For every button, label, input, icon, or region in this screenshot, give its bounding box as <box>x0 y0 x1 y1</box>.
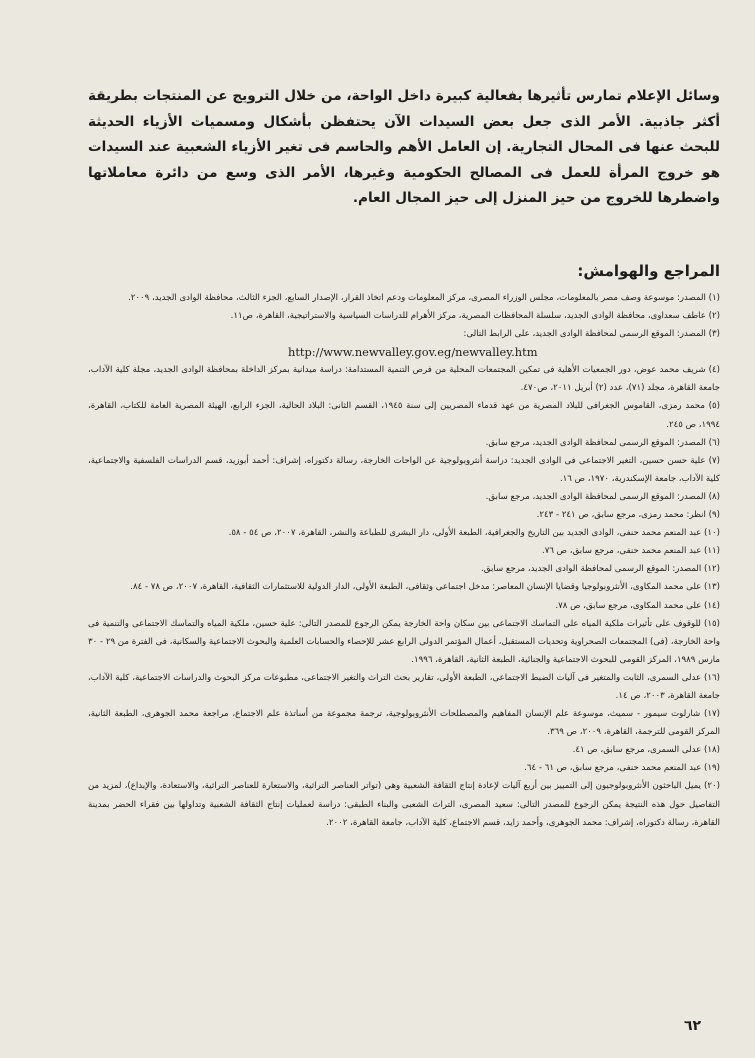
reference-item: (١) المصدر: موسوعة وصف مصر بالمعلومات، مجلس الوزراء المصرى، مركز المعلومات ودعم اتخاذ القرار، الإصدار السابع، الجزء الثالث، محافظة الوادى الجديد، ٢٠٠٩. <box>128 293 720 303</box>
reference-item: (٦) المصدر: الموقع الرسمى لمحافظة الوادى الجديد، مرجع سابق. <box>485 437 720 448</box>
reference-item: (٢) عاطف سعداوى، محافظة الوادى الجديد، سلسلة المحافظات المصرية، مركز الأهرام للدراسات السياسية والاستراتيجية، القاهرة، ص١١. <box>230 311 720 322</box>
reference-url: http://www.newvalley.gov.eg/newvalley.htm <box>288 345 538 360</box>
reference-item: (٣) المصدر: الموقع الرسمى لمحافظة الوادى الجديد، على الرابط التالى: <box>463 329 720 340</box>
reference-item: (١٠) عبد المنعم محمد حنفى، الوادى الجديد بين التاريخ والجغرافية، الطبعة الأولى، دار البشرى للطباعة والنشر، القاهرة، ٢٠٠٧، ص ٥٤ - ٥٨. <box>228 528 720 539</box>
references-list <box>88 289 720 832</box>
reference-item: (١٢) المصدر: الموقع الرسمى لمحافظة الوادى الجديد، مرجع سابق. <box>481 564 720 575</box>
reference-item: (٤) شريف محمد عوض، دور الجمعيات الأهلية فى تمكين المجتمعات المحلية من فرص التنمية المستدامة: دراسة ميدانية بمركز الداخلة بمحافظة الوادى الجديد، مجلة كلية الآداب، جامعة القاهرة، مجلد (٧١)، عدد (٢) أبريل ٢٠١١، ص٤٧٠. <box>88 365 720 394</box>
reference-item: (١٧) شارلوت سيمور - سميث، موسوعة علم الإنسان المفاهيم والمصطلحات الأنثروبولوجية، ترجمة مجموعة من أساتذة علم الاجتماع، مراجعة محمد الجوهرى، الطبعة الثانية، المركز القومى للترجمة، القاهرة، ٢٠٠٩، ص ٣٦٩. <box>88 709 720 738</box>
reference-item: (٢٠) يميل الباحثون الأنثروبولوجيون إلى التمييز بين أربع آليات لإعادة إنتاج الثقافة الشعبية وهى (تواتر العناصر التراثية، والاستعارة للعناصر التراثية، والاستعادة، والإبداع)، لمزيد من التفاصيل حول هذه النتيجة يمكن الرجوع للمصدر التالى: سعيد المصرى، التراث الشعبى والبناء الطبقى: دراسة لعمليات إنتاج الثقافة الشعبية وتداولها بين فقراء الحضر بمدينة القاهرة، رسالة دكتوراه، إشراف: محمد الجوهرى، وأحمد زايد، قسم الاجتماع، كلية الآداب، جامعة القاهرة، ٢٠٠٢. <box>88 781 720 828</box>
intro-text: وسائل الإعلام تمارس تأثيرها بفعالية كبيرة داخل الواحة، من خلال الترويج عن المنتجات بطريقة أكثر جاذبية. الأمر الذى جعل بعض السيدات الآن يحتفظن بأشكال ومسميات الأزياء الحديثة للبحث عنها فى المحال التجارية. إن العامل الأهم والحاسم فى تغير الأزياء الشعبية عند السيدات هو خروج المرأة للعمل فى المصالح الحكومية وغيرها، الأمر الذى وسع من دائرة معاملاتها واضطرها للخروج من حيز المنزل إلى حيز المجال العام. <box>88 88 720 207</box>
references-heading: المراجع والهوامش: <box>577 262 720 280</box>
reference-item: (٧) علية حسن حسين، التغير الاجتماعى فى الوادى الجديد: دراسة أنثروبولوجية عن الواحات الخارجة، رسالة دكتوراه، إشراف: أحمد أبوزيد، قسم الدراسات الفلسفية والاجتماعية، كلية الآداب، جامعة الإسكندرية، ١٩٧٠، ص ١٦. <box>88 455 720 484</box>
page-number: ٦٢ <box>684 1018 702 1034</box>
reference-item: (١٣) على محمد المكاوى، الأنثروبولوجيا وقضايا الإنسان المعاصر: مدخل اجتماعى وثقافى، الطبعة الأولى، الدار الدولية للاستثمارات الثقافية، القاهرة، ٢٠٠٧، ص ٧٨ - ٨٤. <box>130 582 720 593</box>
reference-item: (١٤) على محمد المكاوى، مرجع سابق، ص ٧٨. <box>555 600 720 611</box>
reference-item: (١٨) عدلى السمرى، مرجع سابق، ص ٤١. <box>572 745 720 756</box>
reference-item: (١٦) عدلى السمرى، الثابت والمتغير فى آليات الضبط الاجتماعى، الطبعة الأولى، تقارير بحث التراث والتغير الاجتماعى، مطبوعات مركز البحوث والدراسات الاجتماعية، كلية الآداب، جامعة القاهرة، ٢٠٠٣، ص ١٤. <box>88 672 720 701</box>
reference-item: (١١) عبد المنعم محمد حنفى، مرجع سابق، ص ٧٦. <box>541 546 720 557</box>
intro-paragraph <box>88 84 720 212</box>
reference-item: (٥) محمد رمزى، القاموس الجغرافى للبلاد المصرية من عهد قدماء المصريين إلى سنة ١٩٤٥، القسم الثانى: البلاد الحالية، الجزء الرابع، الهيئة المصرية العامة للكتاب، القاهرة، ١٩٩٤، ص ٢٤٥. <box>88 401 720 430</box>
reference-item: (١٥) للوقوف على تأثيرات ملكية المياه على التماسك الاجتماعى بين سكان واحة الخارجة يمكن الرجوع للمصدر التالى: علية حسين، ملكية المياه والتماسك الاجتماعى والتنمية فى واحة الخارجة، (فى) المجتمعات الصحراوية وتحديات المستقبل، أعمال المؤتمر الدولى الرابع عشر للإحصاء والحسابات العلمية والبحوث الاجتماعية والسكانية، فى الفترة من ٢٩ - ٣٠ مارس ١٩٨٩، المركز القومى للبحوث الاجتماعية والجنائية، الطبعة الثانية، القاهرة، ١٩٩٦. <box>88 618 720 665</box>
reference-item: (٩) انظر: محمد رمزى، مرجع سابق، ص ٢٤١ - ٢٤٣. <box>536 510 720 521</box>
reference-item: (٨) المصدر: الموقع الرسمى لمحافظة الوادى الجديد، مرجع سابق. <box>485 491 720 502</box>
reference-item: (١٩) عبد المنعم محمد حنفى، مرجع سابق، ص ٦١ - ٦٤. <box>524 763 720 774</box>
